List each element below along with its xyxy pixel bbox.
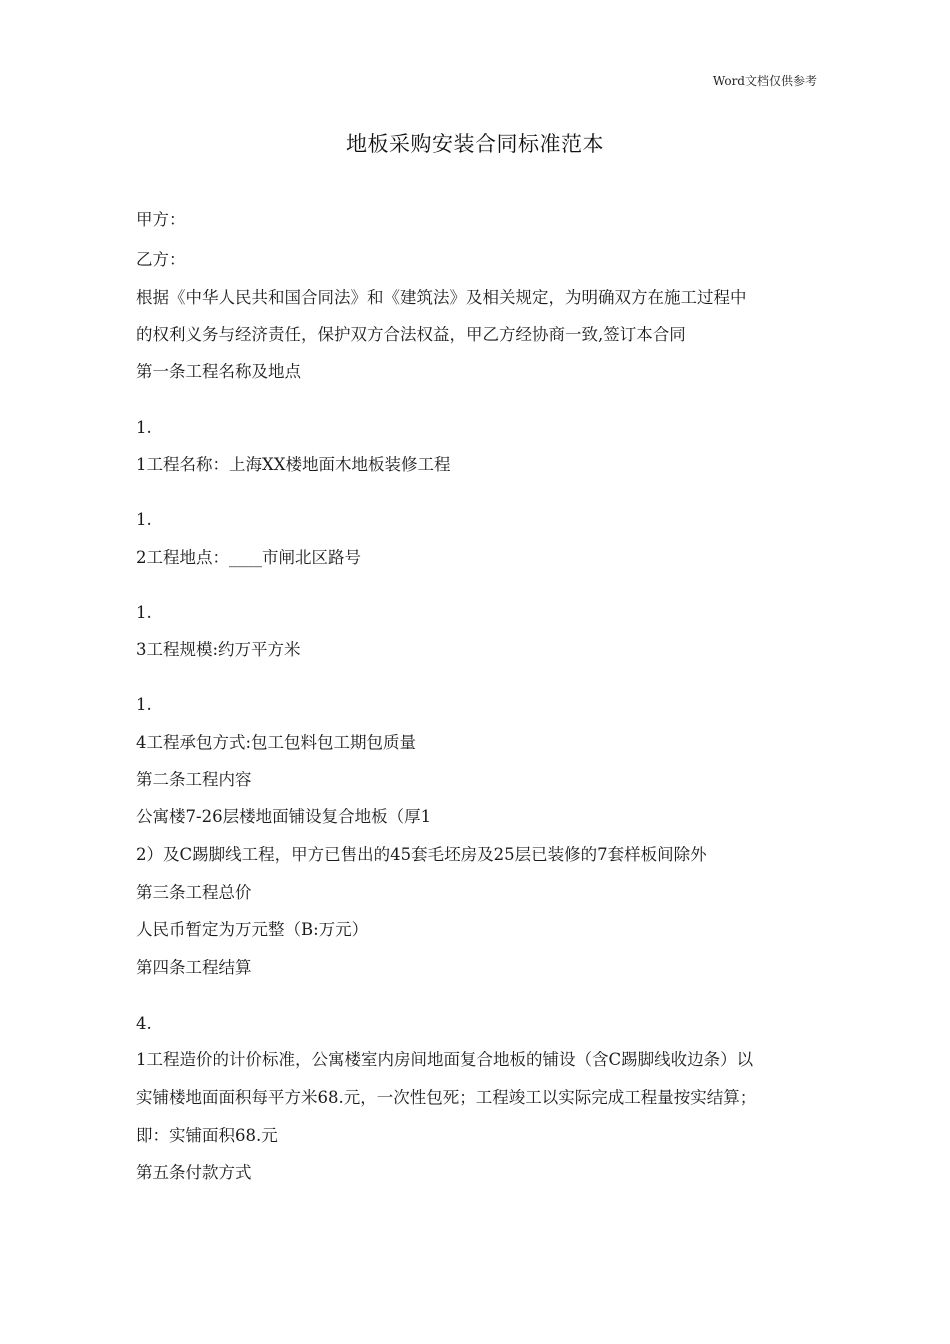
clause-text: 2工程地点：____市闸北区路号 (136, 548, 361, 567)
party-b-line: 乙方： (136, 250, 186, 269)
clause-text: 1工程名称：上海XX楼地面木地板装修工程 (136, 455, 451, 474)
clause-text: 2）及C踢脚线工程，甲方已售出的45套毛坯房及25层已装修的7套样板间除外 (136, 845, 707, 864)
clause-text: 实铺楼地面面积每平方米68.元，一次性包死；工程竣工以实际完成工程量按实结算； (136, 1088, 757, 1107)
clause-text: 4工程承包方式:包工包料包工期包质量 (136, 733, 417, 752)
preamble-line-2: 的权利义务与经济责任，保护双方合法权益，甲乙方经协商一致,签订本合同 (136, 325, 686, 344)
header-note: Word文档仅供参考 (712, 74, 817, 88)
article-3-heading: 第三条工程总价 (136, 883, 252, 902)
clause-number: 1. (136, 695, 152, 714)
article-4-heading: 第四条工程结算 (136, 958, 252, 977)
clause-text: 公寓楼7-26层楼地面铺设复合地板（厚1 (136, 807, 432, 826)
preamble-line-1: 根据《中华人民共和国合同法》和《建筑法》及相关规定，为明确双方在施工过程中 (136, 288, 747, 307)
party-a-line: 甲方： (136, 210, 186, 229)
clause-number: 1. (136, 603, 152, 622)
clause-number: 1. (136, 510, 152, 529)
clause-text: 3工程规模:约万平方米 (136, 640, 301, 659)
article-1-heading: 第一条工程名称及地点 (136, 362, 301, 381)
document-title: 地板采购安装合同标准范本 (346, 132, 604, 156)
clause-number: 1. (136, 418, 152, 437)
clause-text: 即：实铺面积68.元 (136, 1126, 278, 1145)
clause-number: 4. (136, 1014, 152, 1033)
article-5-heading: 第五条付款方式 (136, 1163, 252, 1182)
clause-text: 人民币暂定为万元整（B:万元） (136, 920, 369, 939)
article-2-heading: 第二条工程内容 (136, 770, 252, 789)
clause-text: 1工程造价的计价标准，公寓楼室内房间地面复合地板的铺设（含C踢脚线收边条）以 (136, 1050, 754, 1069)
